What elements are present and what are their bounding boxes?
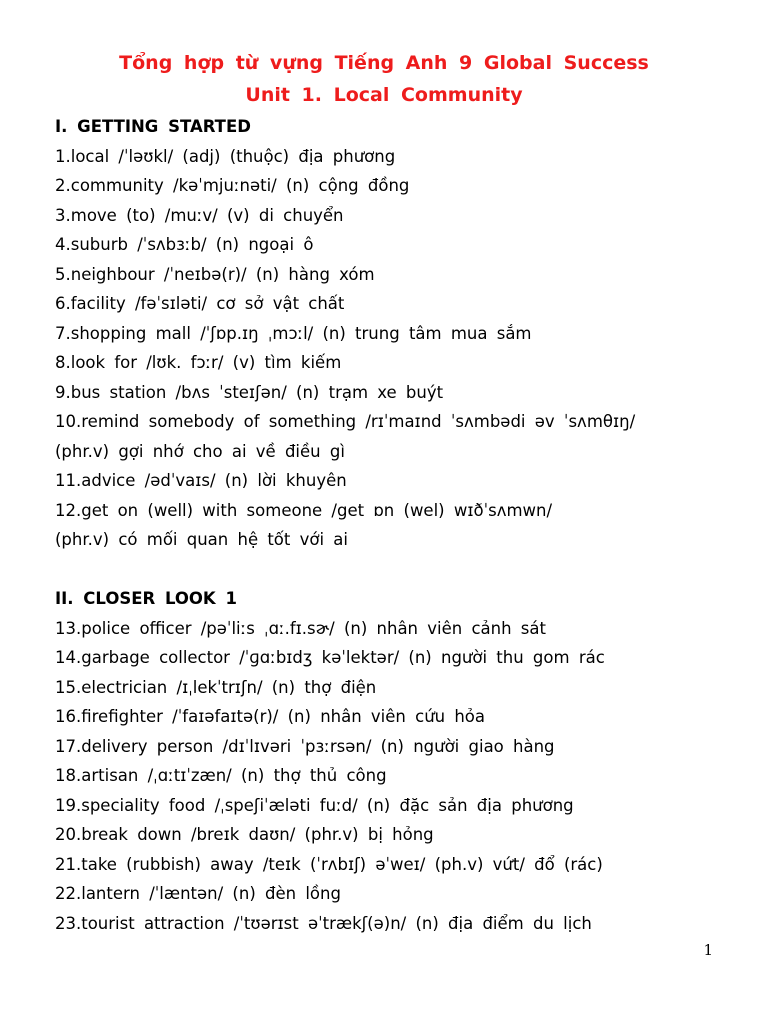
section-spacer <box>55 555 715 585</box>
section-heading-closer-look-1: II. CLOSER LOOK 1 <box>55 589 237 608</box>
vocab-line: 21.take (rubbish) away /teɪk (ˈrʌbɪʃ) əˈweɪ/ (ph.v) vứt/ đổ (rác) <box>55 854 603 874</box>
vocab-line: (phr.v) có mối quan hệ tốt với ai <box>55 530 348 549</box>
vocab-line: 16.firefighter /ˈfaɪəfaɪtə(r)/ (n) nhân viên cứu hỏa <box>55 707 486 726</box>
vocab-line: 14.garbage collector /ˈɡɑːbɪdʒ kəˈlektər/ (n) người thu gom rác <box>55 648 605 667</box>
vocab-line: 11.advice /ədˈvaɪs/ (n) lời khuyên <box>55 471 347 490</box>
vocab-line: (phr.v) gợi nhớ cho ai về điều gì <box>55 441 345 461</box>
vocab-line: 5.neighbour /ˈneɪbə(r)/ (n) hàng xóm <box>55 264 375 284</box>
vocab-line: 4.suburb /ˈsʌbɜːb/ (n) ngoại ô <box>55 235 314 254</box>
vocab-line: 17.delivery person /dɪˈlɪvəri ˈpɜːrsən/ (n) người giao hàng <box>55 736 555 756</box>
vocab-line: 15.electrician /ɪˌlekˈtrɪʃn/ (n) thợ điện <box>55 677 377 697</box>
vocab-line: 1.local /ˈləʊkl/ (adj) (thuộc) địa phương <box>55 146 396 166</box>
title-line-1: Tổng hợp từ vựng Tiếng Anh 9 Global Success <box>119 52 649 74</box>
vocab-line: 8.look for /lʊk. fɔːr/ (v) tìm kiếm <box>55 353 342 372</box>
vocab-line: 12.get on (well) with someone /get ɒn (wel) wɪðˈsʌmwn/ <box>55 500 553 520</box>
vocab-line: 6.facility /fəˈsɪləti/ cơ sở vật chất <box>55 294 345 313</box>
vocab-line: 10.remind somebody of something /rɪˈmaɪnd ˈsʌmbədi əv ˈsʌmθɪŋ/ <box>55 412 636 431</box>
vocab-line: 2.community /kəˈmjuːnəti/ (n) cộng đồng <box>55 176 410 195</box>
page-number: 1 <box>703 941 713 959</box>
vocab-line: 9.bus station /bʌs ˈsteɪʃən/ (n) trạm xe buýt <box>55 382 444 402</box>
vocab-line: 3.move (to) /muːv/ (v) di chuyển <box>55 205 344 225</box>
section-heading-getting-started: I. GETTING STARTED <box>55 117 251 136</box>
vocab-line: 23.tourist attraction /ˈtʊərɪst əˈtrækʃ(ə)n/ (n) địa điểm du lịch <box>55 913 592 933</box>
vocab-line: 19.speciality food /ˌspeʃiˈæləti fuːd/ (n) đặc sản địa phương <box>55 795 574 815</box>
title-line-2: Unit 1. Local Community <box>245 84 523 106</box>
vocabulary-content <box>55 112 715 938</box>
vocab-line: 18.artisan /ˌɑːtɪˈzæn/ (n) thợ thủ công <box>55 766 387 785</box>
vocab-line: 13.police officer /pəˈliːs ˌɑː.fɪ.sɚ/ (n) nhân viên cảnh sát <box>55 618 546 638</box>
document-title <box>0 47 768 111</box>
vocab-line: 22.lantern /ˈlæntən/ (n) đèn lồng <box>55 884 341 903</box>
vocab-line: 20.break down /breɪk daʊn/ (phr.v) bị hỏng <box>55 825 434 844</box>
vocab-line: 7.shopping mall /ˈʃɒp.ɪŋ ˌmɔːl/ (n) trung tâm mua sắm <box>55 323 532 343</box>
